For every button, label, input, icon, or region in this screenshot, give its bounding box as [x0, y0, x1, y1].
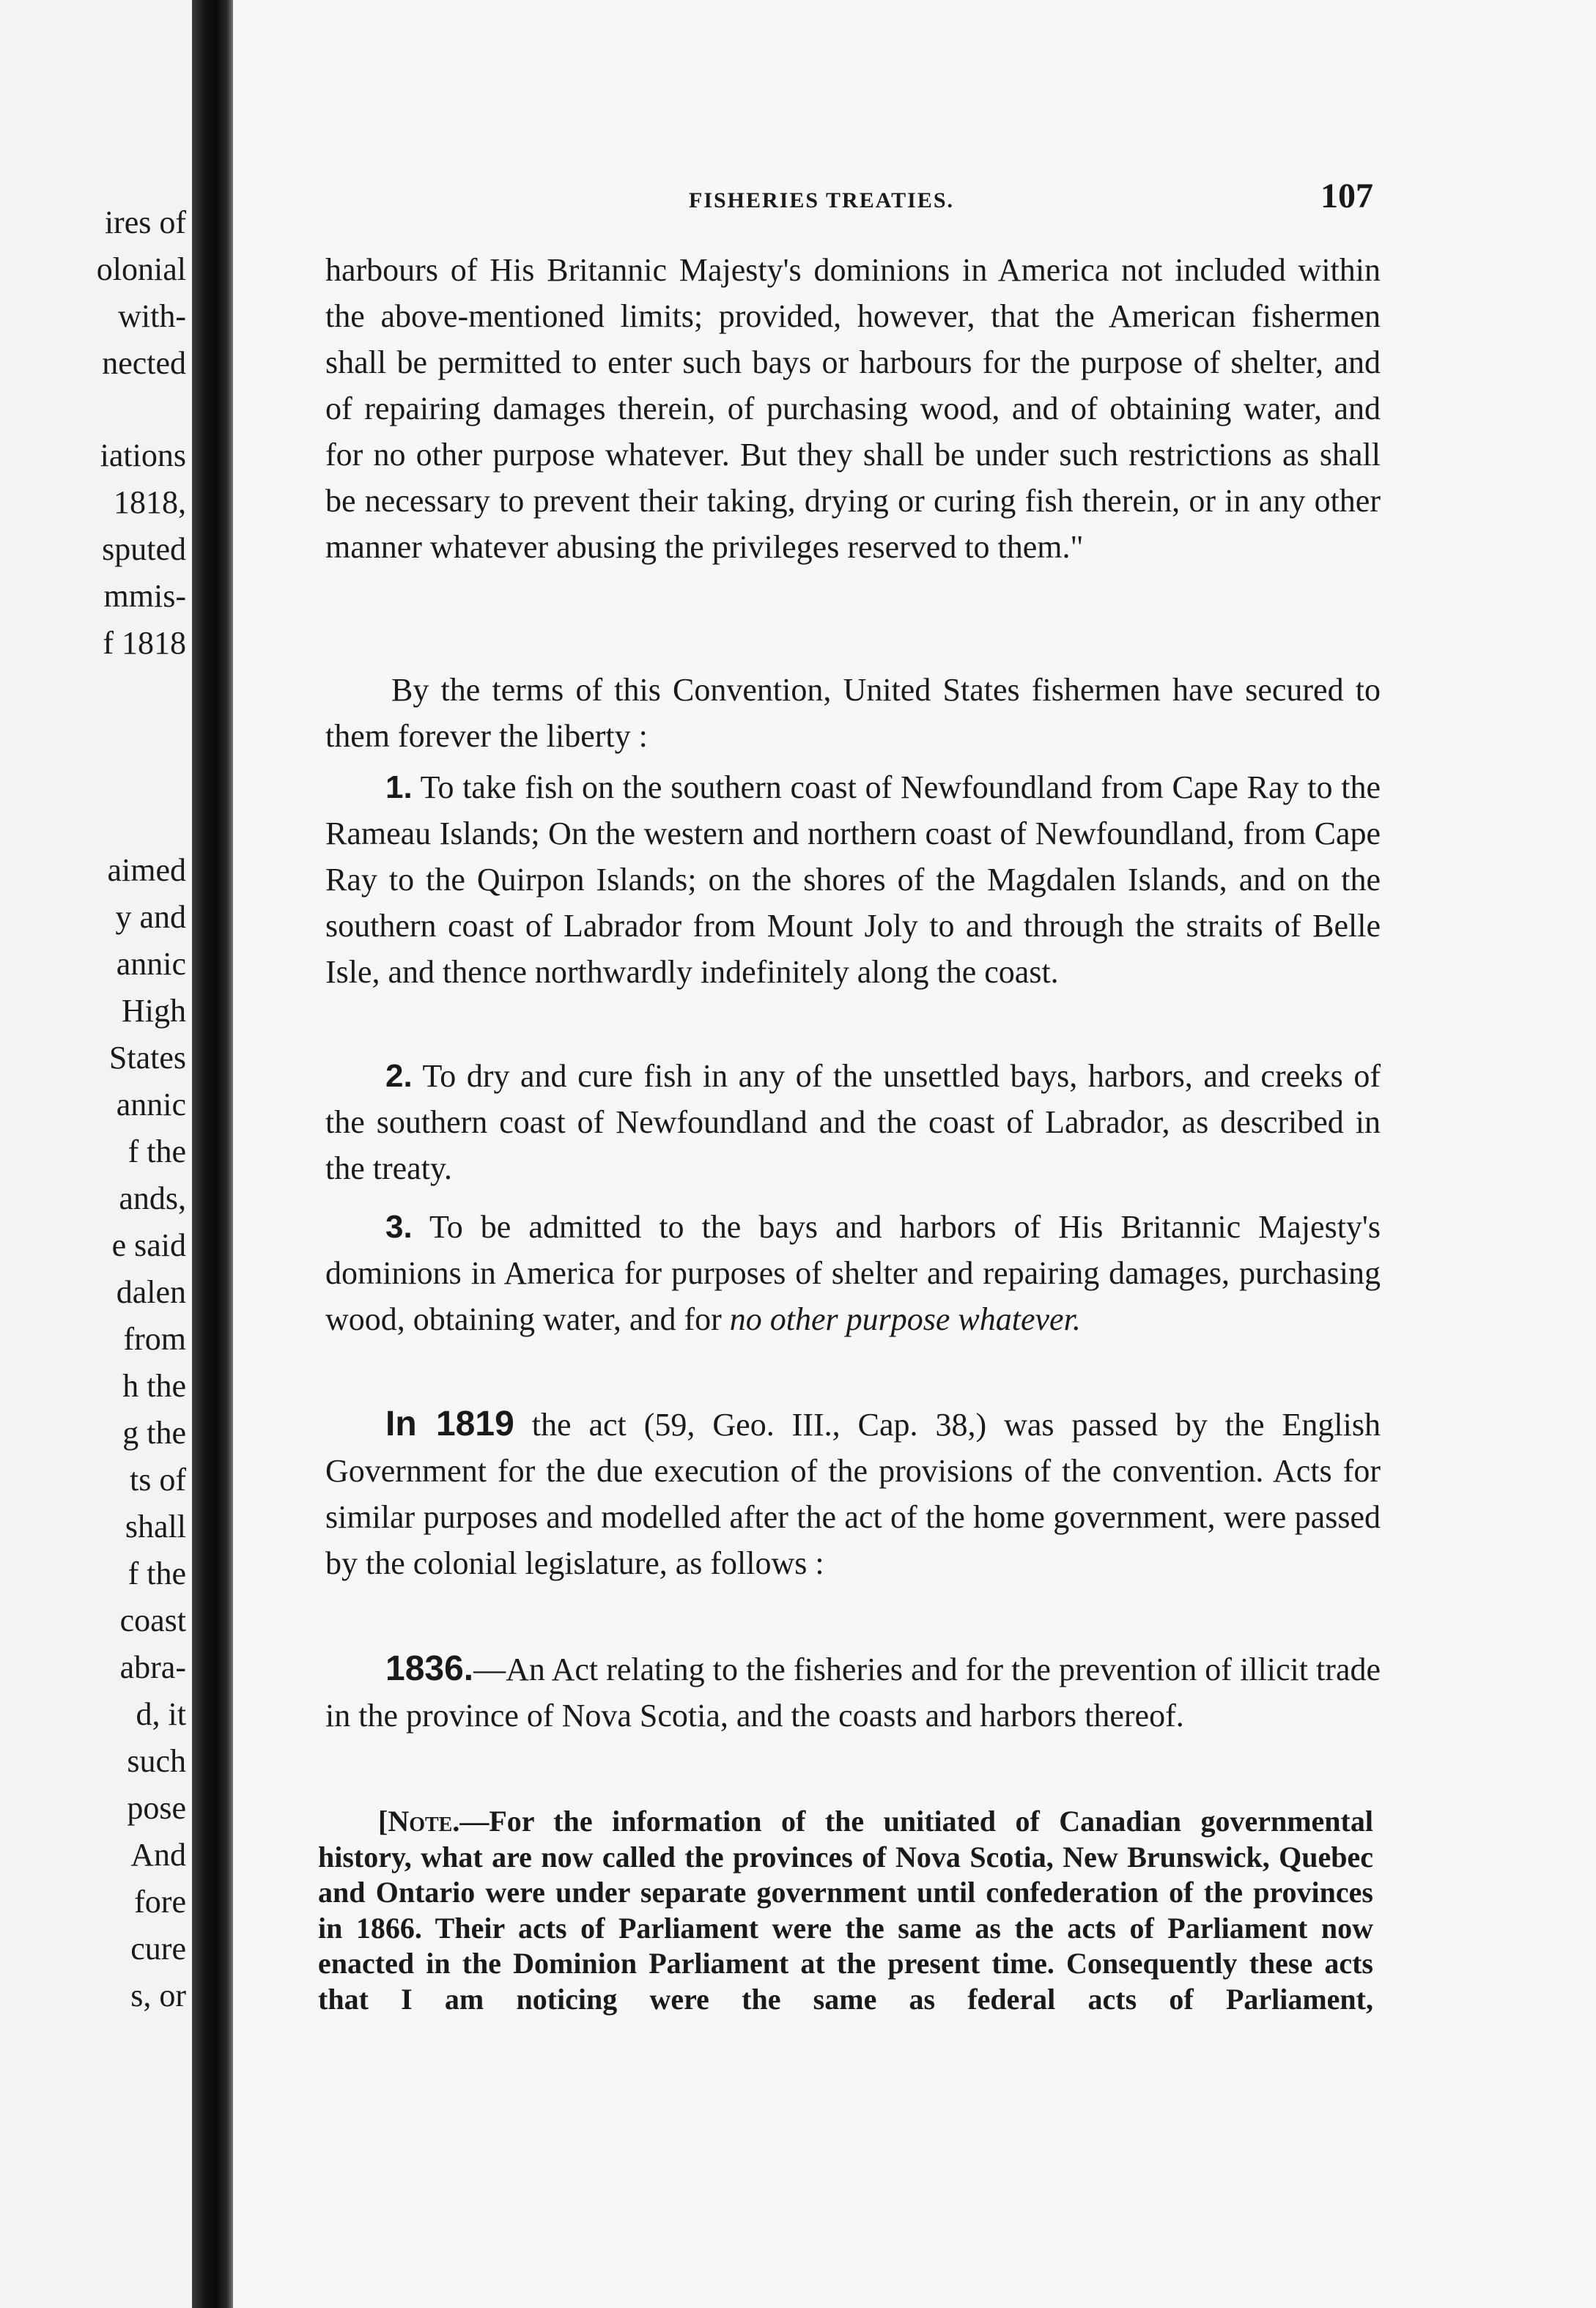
left-fragment: f 1818 [103, 625, 186, 661]
paragraph-text: the act (59, Geo. III., Cap. 38,) was passed by the English Government for the due execution of the provisions of the convention. Acts for similar purposes and modelled after the act of the home government, were passed by the colonial legislature, as follows : [325, 1407, 1381, 1581]
list-item-number: 2. [385, 1058, 413, 1094]
left-fragment: annic [116, 1087, 186, 1122]
left-fragment: coast [119, 1602, 186, 1638]
left-fragment: f the [128, 1133, 186, 1169]
left-page-edge [0, 0, 192, 2308]
year-lead: 1836. [385, 1649, 474, 1688]
left-fragment: States [108, 1040, 186, 1076]
intro-paragraph: By the terms of this Convention, United States fishermen have secured to them forever the liberty : [325, 672, 1381, 754]
paragraph-1819 [325, 1401, 1381, 1586]
list-item-3 [325, 1204, 1381, 1342]
left-fragment: ires of [104, 204, 186, 240]
left-fragment: annic [116, 946, 186, 982]
left-fragment: sputed [102, 531, 186, 567]
left-fragment: h the [122, 1368, 186, 1404]
left-fragment: such [127, 1743, 186, 1779]
left-fragment: g the [122, 1415, 186, 1451]
left-fragment: ands, [119, 1180, 186, 1216]
left-fragment: ts of [130, 1462, 186, 1498]
year-lead: In 1819 [385, 1405, 514, 1443]
left-fragment: nected [102, 345, 186, 381]
left-fragment: dalen [116, 1274, 186, 1310]
list-item-1 [325, 764, 1381, 995]
note-bracket: [ [378, 1805, 388, 1838]
note-text: —For the information of the unitiated of Canadian governmental history, what are now called the provinces of Nova Scotia, New Brunswick, Quebec and Ontario were under separate government until confederation of the provinces in 1866. Their acts of Parliament were the same as the acts of Parliament now enacted in the Dominion Parliament at the present time. Consequently these acts that I am noticing were the same as federal acts of Parliament, [318, 1805, 1373, 2016]
quote-paragraph: harbours of His Britannic Majesty's dominions in America not included within the above-mentioned limits; provided, however, that the American fishermen shall be permitted to enter such bays or harbours for the purpose of shelter, and of repairing damages therein, of purchasing wood, and of obtaining water, and for no other purpose whatever. But they shall be under such restrictions as shall be necessary to prevent their taking, drying or curing fish therein, or in any other manner whatever abusing the privileges reserved to them." [325, 252, 1381, 565]
left-fragment: f the [128, 1556, 186, 1591]
left-fragment: pose [127, 1790, 186, 1826]
paragraph-1836 [325, 1646, 1381, 1739]
running-title: FISHERIES TREATIES. [689, 188, 955, 212]
left-fragment: cure [130, 1931, 186, 1967]
list-item-text: To take fish on the southern coast of Newfoundland from Cape Ray to the Rameau Islands; On the western and northern coast of Newfoundland, from Cape Ray to the Quirpon Islands; on the shores of the Magdalen Islands, and on the southern coast of Labrador from Mount Joly to and through the straits of Belle Isle, and thence northwardly indefinitely along the coast. [325, 769, 1381, 990]
left-fragment: d, it [136, 1696, 186, 1732]
note-paragraph [318, 1804, 1373, 2017]
page-number: 107 [1320, 177, 1373, 215]
left-fragment: High [122, 993, 186, 1029]
left-fragment: And [130, 1837, 186, 1873]
italic-phrase: no other purpose whatever. [729, 1301, 1081, 1337]
left-fragment: y and [115, 899, 186, 935]
list-item-text: To dry and cure fish in any of the unsettled bays, harbors, and creeks of the southern coast of Newfoundland and the coast of Labrador, as described in the treaty. [325, 1058, 1381, 1186]
paragraph-text: —An Act relating to the fisheries and for the prevention of illicit trade in the province of Nova Scotia, and the coasts and harbors thereof. [325, 1652, 1381, 1734]
left-fragment: shall [125, 1509, 186, 1545]
list-item-number: 3. [385, 1209, 413, 1245]
left-fragment: from [123, 1321, 186, 1357]
left-fragment: with- [118, 298, 186, 334]
note-label: Note. [388, 1805, 460, 1838]
list-item-number: 1. [385, 769, 413, 805]
left-fragment: olonial [96, 251, 186, 287]
left-fragment: s, or [130, 1978, 186, 2013]
left-fragment: e said [111, 1227, 186, 1263]
left-fragment: abra- [119, 1649, 186, 1685]
left-fragment: mmis- [103, 578, 186, 614]
list-item-text: To be admitted to the bays and harbors of His Britannic Majesty's dominions in America for purposes of shelter and repairing damages, purchasing wood, obtaining water, and for [325, 1209, 1381, 1337]
left-fragment: iations [100, 437, 186, 473]
left-fragment: fore [134, 1884, 186, 1920]
book-gutter [192, 0, 233, 2308]
left-fragment: aimed [107, 852, 186, 888]
left-fragment: 1818, [114, 484, 186, 520]
list-item-2 [325, 1053, 1381, 1191]
